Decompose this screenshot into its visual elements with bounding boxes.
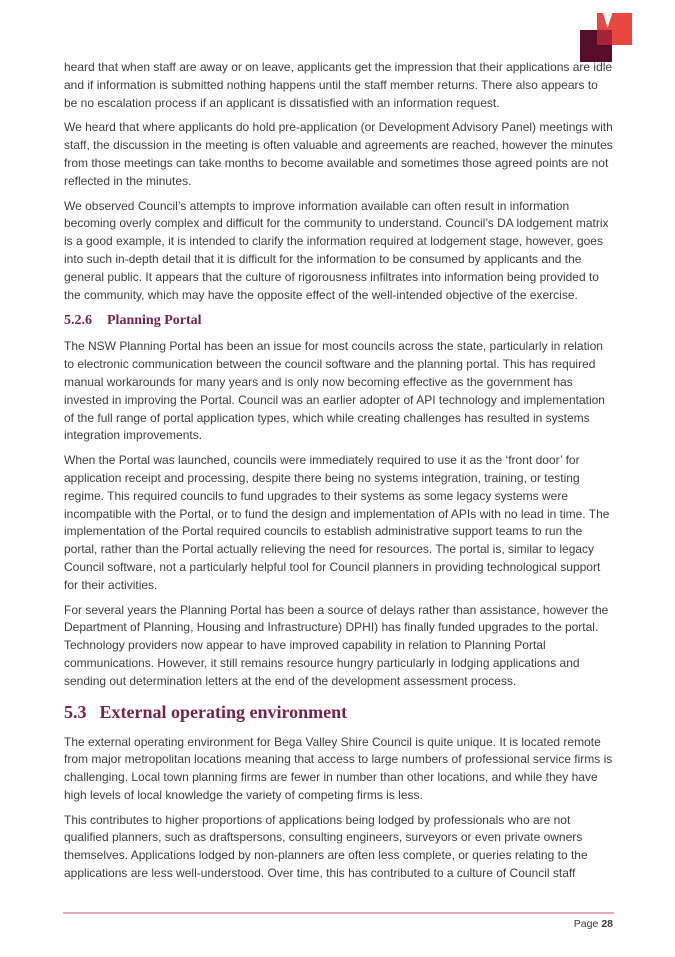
section-heading-5-2-6 <box>64 313 613 329</box>
page-number-label: Page <box>573 918 599 930</box>
paragraph: This contributes to higher proportions of applications being lodged by professionals who are not qualified planners, such as draftspersons, consulting engineers, surveyors or even private owners themselves. Applications lodged by non-planners are often less complete, or queries relating to the applications are less well-understood. Over time, this has contributed to a culture of Council staff <box>64 812 588 881</box>
paragraph: heard that when staff are away or on leave, applicants get the impression that their applications are idle and if information is submitted nothing happens until the staff member returns. There also appears to be no escalation process if an applicant is dissatisfied with an information request. <box>64 60 613 110</box>
heading-number: 5.3 <box>64 701 87 722</box>
page-content <box>64 59 613 890</box>
heading-title: Planning Portal <box>107 313 202 329</box>
section-heading-5-3 <box>64 702 613 723</box>
paragraph: We heard that where applicants do hold pre-application (or Development Advisory Panel) meetings with staff, the discussion in the meeting is often valuable and agreements are reached, however the minutes from those meetings can take months to become available and sometimes those agreed points are not reflected in the minutes. <box>64 120 613 188</box>
paragraph: When the Portal was launched, councils were immediately required to use it as the ‘front door’ for application receipt and processing, despite there being no systems integration, training, or testing regime. This required councils to fund upgrades to their systems as some legacy systems were incompatible with the Portal, or to fund the design and implementation of APIs with no lead in time. The implementation of the Portal required councils to establish administrative support teams to run the portal, rather than the Portal actually relieving the need for resources. The portal is, similar to legacy Council software, not a particularly helpful tool for Council planners in providing technological support for their activities. <box>64 453 610 592</box>
paragraph: The NSW Planning Portal has been an issue for most councils across the state, particularly in relation to electronic communication between the council software and the planning portal. This has required manual workarounds for many years and is only now becoming effective as the government has invested in improving the Portal. Council was an earlier adopter of API technology and implementation of the full range of portal application types, which while creating challenges has resulted in systems integration improvements. <box>64 339 605 443</box>
page-number-value: 28 <box>601 918 613 930</box>
heading-title: External operating environment <box>99 701 348 722</box>
page-number <box>574 918 613 930</box>
paragraph: The external operating environment for Bega Valley Shire Council is quite unique. It is located remote from major metropolitan locations meaning that access to large numbers of professional service firms is challenging. Local town planning firms are fewer in number than other locations, and while they have high levels of local knowledge the variety of competing firms is less. <box>64 734 613 802</box>
paragraph: For several years the Planning Portal has been a source of delays rather than assistance, however the Department of Planning, Housing and Infrastructure) DPHI) has finally funded upgrades to the portal. Technology providers now appear to have improved capability in relation to Planning Portal communications. However, it still remains resource hungry particularly in lodging applications and sending out determination letters at the end of the development assessment process. <box>64 602 609 688</box>
heading-number: 5.2.6 <box>64 313 92 329</box>
logo-overlap-region <box>597 30 612 45</box>
paragraph: We observed Council’s attempts to improve information available can often result in information becoming overly complex and difficult for the community to understand. Council’s DA lodgement matrix is a good example, it is intended to clarify the information required at lodgement stage, however, goes into such in-depth detail that it is difficult for the information to be consumed by applicants and the general public. It appears that the culture of rigorousness infiltrates into information being provided to the community, which may have the opposite effect of the well-intended objective of the exercise. <box>64 198 609 302</box>
footer-divider <box>63 912 614 914</box>
brand-logo <box>580 13 632 62</box>
